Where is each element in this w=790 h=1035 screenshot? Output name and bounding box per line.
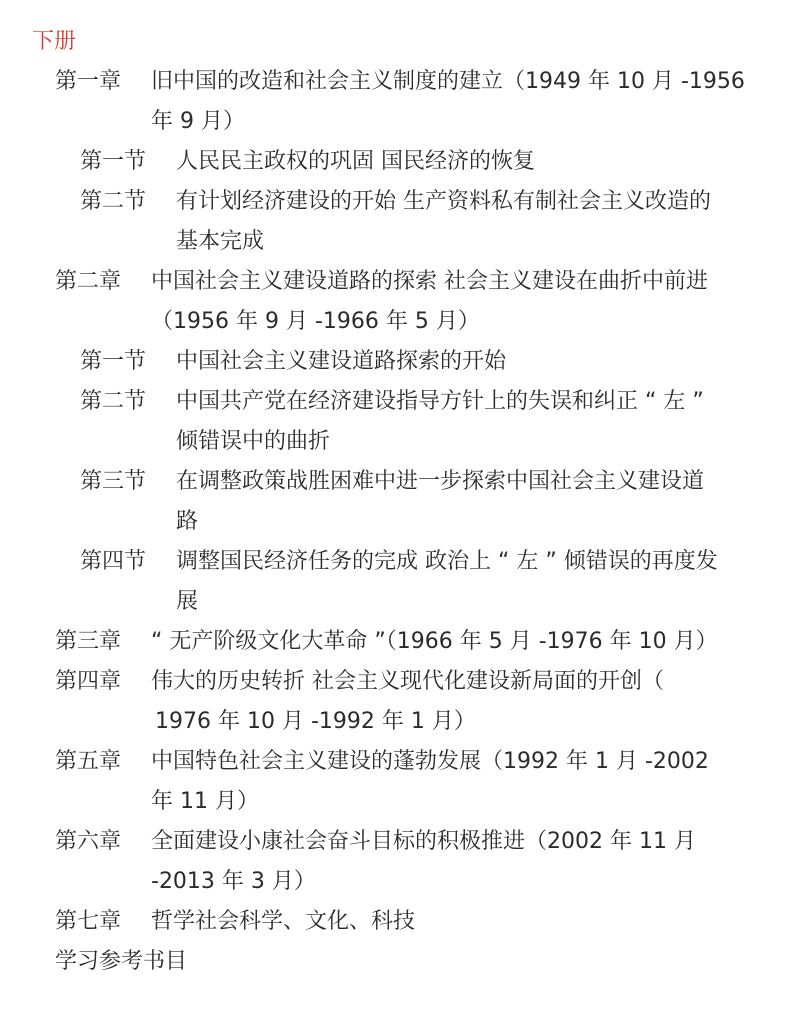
chapter-number: 第二章 (55, 269, 122, 294)
chapter-title-line: 中国特色社会主义建设的蓬勃发展（1992 年 1 月 -2002 (151, 749, 709, 774)
chapter-number: 第五章 (55, 749, 122, 774)
section-number: 第一节 (80, 149, 147, 174)
section-title-line: 基本完成 (176, 229, 265, 254)
section-title-line: 展 (176, 589, 199, 614)
chapter-title-line: “ 无产阶级文化大革命 ”（1966 年 5 月 -1976 年 10 月） (151, 629, 718, 654)
chapter-title-line: 年 9 月） (151, 109, 245, 134)
volume-title: 下册 (32, 29, 77, 54)
section-title-line: 中国共产党在经济建设指导方针上的失误和纠正 “ 左 ” (176, 389, 704, 414)
section-title-line: 有计划经济建设的开始 生产资料私有制社会主义改造的 (176, 189, 711, 214)
chapter-title-line: 旧中国的改造和社会主义制度的建立（1949 年 10 月 -1956 (151, 69, 745, 94)
chapter-number: 第一章 (55, 69, 122, 94)
section-title-line: 中国社会主义建设道路探索的开始 (176, 349, 507, 374)
chapter-title-line: 1976 年 10 月 -1992 年 1 月） (155, 709, 476, 734)
chapter-number: 第七章 (55, 909, 122, 934)
section-number: 第一节 (80, 349, 147, 374)
section-title-line: 路 (176, 509, 199, 534)
section-number: 第二节 (80, 389, 147, 414)
section-title-line: 调整国民经济任务的完成 政治上 “ 左 ” 倾错误的再度发 (176, 549, 718, 574)
chapter-title-line: 中国社会主义建设道路的探索 社会主义建设在曲折中前进 (151, 269, 708, 294)
chapter-title-line: 年 11 月） (151, 789, 259, 814)
chapter-title-line: （1956 年 9 月 -1966 年 5 月） (151, 309, 480, 334)
chapter-title-line: 伟大的历史转折 社会主义现代化建设新局面的开创（ (151, 669, 664, 694)
chapter-number: 第三章 (55, 629, 122, 654)
chapter-title-line: 哲学社会科学、文化、科技 (151, 909, 416, 934)
chapter-title-line: -2013 年 3 月） (151, 869, 316, 894)
references-label: 学习参考书目 (55, 949, 188, 974)
chapter-number: 第四章 (55, 669, 122, 694)
section-title-line: 在调整政策战胜困难中进一步探索中国社会主义建设道 (176, 469, 705, 494)
section-number: 第三节 (80, 469, 147, 494)
section-title-line: 倾错误中的曲折 (176, 429, 331, 454)
section-title-line: 人民民主政权的巩固 国民经济的恢复 (176, 149, 535, 174)
section-number: 第四节 (80, 549, 147, 574)
section-number: 第二节 (80, 189, 147, 214)
chapter-title-line: 全面建设小康社会奋斗目标的积极推进（2002 年 11 月 (151, 829, 696, 854)
chapter-number: 第六章 (55, 829, 122, 854)
